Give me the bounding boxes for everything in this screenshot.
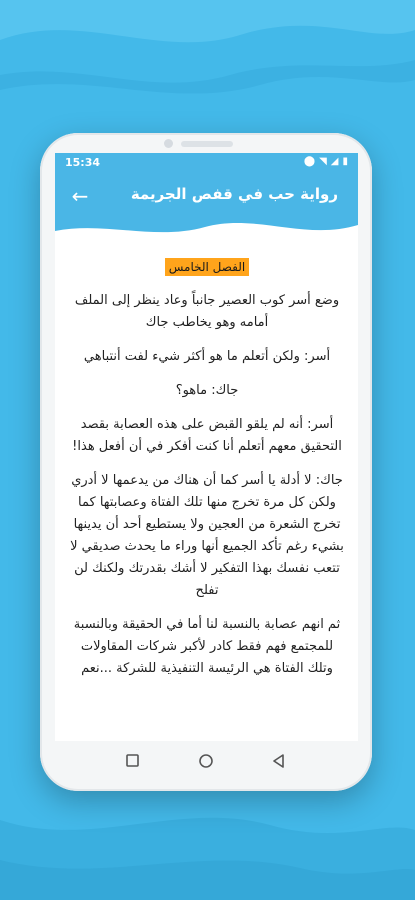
battery-icon: ▮ — [342, 156, 348, 167]
speaker-grille — [181, 141, 233, 147]
paragraph: جاك: لا أدلة يا أسر كما أن هناك من يدعمها لا أدري ولكن كل مرة تخرج منها تلك الفتاة وعصابتها كما تخرج الشعرة من العجين ولا يستطيع أحد أن يدينها بشيء رغم تأكد الجميع أنها وراء ما يحدث صديقي لا تتعب نفسك بهذا التفكير لا أشك بقدرتك ولكنك لن تفلح — [70, 473, 344, 598]
paragraph: أسر: ولكن أتعلم ما هو أكثر شيء لفت أنتباهي — [83, 349, 331, 364]
chapter-label: الفصل الخامس — [165, 258, 250, 276]
app-screen — [55, 153, 358, 741]
phone-frame — [40, 133, 372, 791]
back-triangle-icon[interactable] — [269, 751, 289, 771]
paragraph: أسر: أنه لم يلقو القبض على هذه العصابة بقصد التحقيق معهم أتعلم أنا كنت أفكر في أن أفعل هذا! — [72, 417, 342, 454]
status-bar — [55, 153, 358, 173]
story-content — [67, 257, 347, 692]
signal-icon: ◢ — [330, 156, 339, 167]
camera-icon — [164, 139, 173, 148]
paragraph: جاك: ماهو؟ — [175, 383, 239, 398]
background-wave-bottom — [0, 790, 415, 900]
notification-icon: ⬤ — [303, 156, 316, 167]
home-circle-icon[interactable] — [196, 751, 216, 771]
page-title: رواية حب في قفص الجريمة — [130, 185, 338, 203]
wifi-icon: ◥ — [319, 156, 327, 167]
background-wave-top — [0, 0, 415, 130]
paragraph: ثم انهم عصابة بالنسبة لنا أما في الحقيقة وبالنسبة للمجتمع فهم فقط كادر لأكبر شركات المقاولات وتلك الفتاة هي الرئيسة التنفيذية للشركة ...نعم — [73, 617, 341, 676]
recents-square-icon[interactable] — [123, 751, 143, 771]
back-arrow-icon[interactable]: ← — [71, 184, 89, 208]
paragraph: وضع أسر كوب العصير جانباً وعاد ينظر إلى الملف أمامه وهو يخاطب جاك — [74, 293, 340, 330]
navigation-bar — [55, 741, 358, 783]
status-time: 15:34 — [65, 156, 101, 169]
app-bar — [55, 175, 358, 219]
